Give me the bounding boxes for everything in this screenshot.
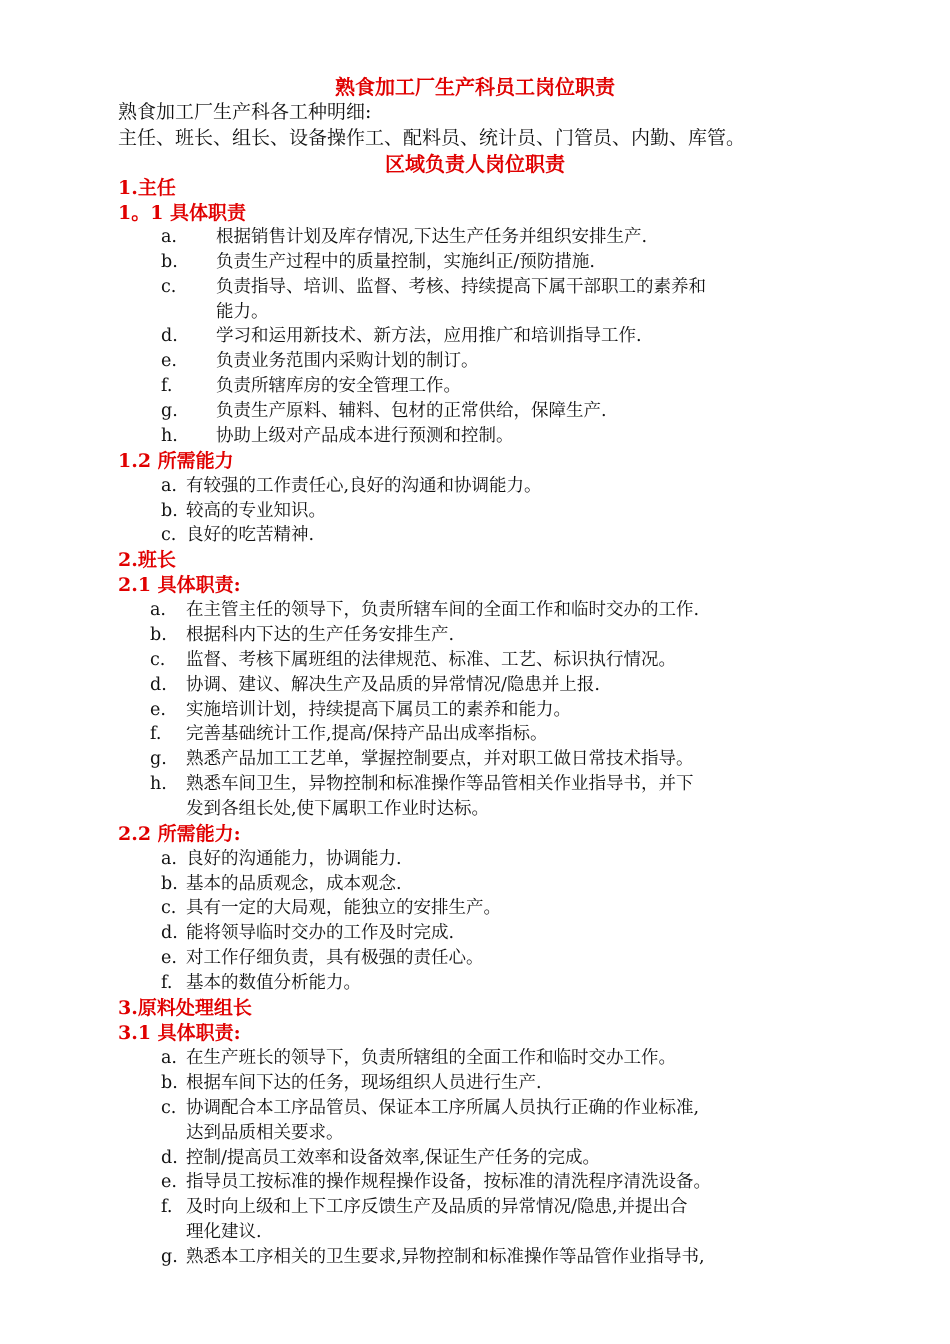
intro-line-2: 主任、班长、组长、设备操作工、配料员、统计员、门管员、内勤、库管。 [118,127,746,149]
intro-line-1: 熟食加工厂生产科各工种明细: [118,101,372,123]
section-2-heading: 2.班长 [118,549,176,571]
section-3-1-heading: 3.1 具体职责: [118,1022,241,1044]
section-1-2-heading: 1.2 所需能力 [118,450,234,472]
section-1-heading: 1.主任 [118,177,176,199]
document-title: 熟食加工厂生产科员工岗位职责 [335,75,615,99]
section-2-1-heading: 2.1 具体职责: [118,574,241,596]
section-3-heading: 3.原料处理组长 [118,997,252,1019]
section-2-2-heading: 2.2 所需能力: [118,823,241,845]
section-1-1-heading: 1。1 具体职责 [118,202,247,224]
document-page: 熟食加工厂生产科员工岗位职责 熟食加工厂生产科各工种明细: 主任、班长、组长、设备操作工、配料员、统计员、门管员、内勤、库管。 区域负责人岗位职责 1.主任 1。1 具体职责 a. 根据销售计划及库存情况,下达生产任务并组织安排生产. b. 负责生产过程中的质量控制，实施纠正/预防措施. c. 负责指导、培训、监督、考核、持续提高下属干部职工的素养和 能力。 d. 学习和运用新技术、新方法，应用推广和培训指导工作. e. 负责业务范围内采购计划的制订。 f. 负责所辖库房的安全管理工作。 g. 负责生产原料、辅料、包材的正常供给，保障生产. h. 协助上级对产品成本进行预测和控制。 1.2 所需能力 a. 有较强的工作责任心,良好的沟通和协调能力。 b. 较高的专业知识。 c. 良好的吃苦精神. 2.班长 2.1 具体职责: a. 在主管主任的领导下，负责所辖车间的全面工作和临时交办的工作. b. 根据科内下达的生产任务安排生产. c. 监督、考核下属班组的法律规范、标准、工艺、标识执行情况。 d. 协调、建议、解决生产及品质的异常情况/隐患并上报. e. 实施培训计划，持续提高下属员工的素养和能力。 f. 完善基础统计工作,提高/保持产品出成率指标。 g. 熟悉产品加工工艺单，掌握控制要点，并对职工做日常技术指导。 h. 熟悉车间卫生，异物控制和标准操作等品管相关作业指导书，并下 发到各组长处,使下属职工作业时达标。 2.2 所需能力: a. 良好的沟通能力，协调能力. b. 基本的品质观念，成本观念. c. 具有一定的大局观，能独立的安排生产。 d. 能将领导临时交办的工作及时完成. e. 对工作仔细负责，具有极强的责任心。 f. 基本的数值分析能力。 3.原料处理组长 3.1 具体职责: a. 在生产班长的领导下，负责所辖组的全面工作和临时交办工作。 b. 根据车间下达的任务，现场组织人员进行生产. c. 协调配合本工序品管员、保证本工序所属人员执行正确的作业标准, 达到品质相关要求。 d. 控制/提高员工效率和设备效率,保证生产任务的完成。 e. 指导员工按标准的操作规程操作设备，按标准的清洗程序清洗设备。 f. 及时向上级和上下工序反馈生产及品质的异常情况/隐患,并提出合 理化建议. g. 熟悉本工序相关的卫生要求,异物控制和标准操作等品管作业指导书, [0,0,950,1344]
section-title: 区域负责人岗位职责 [385,152,565,176]
